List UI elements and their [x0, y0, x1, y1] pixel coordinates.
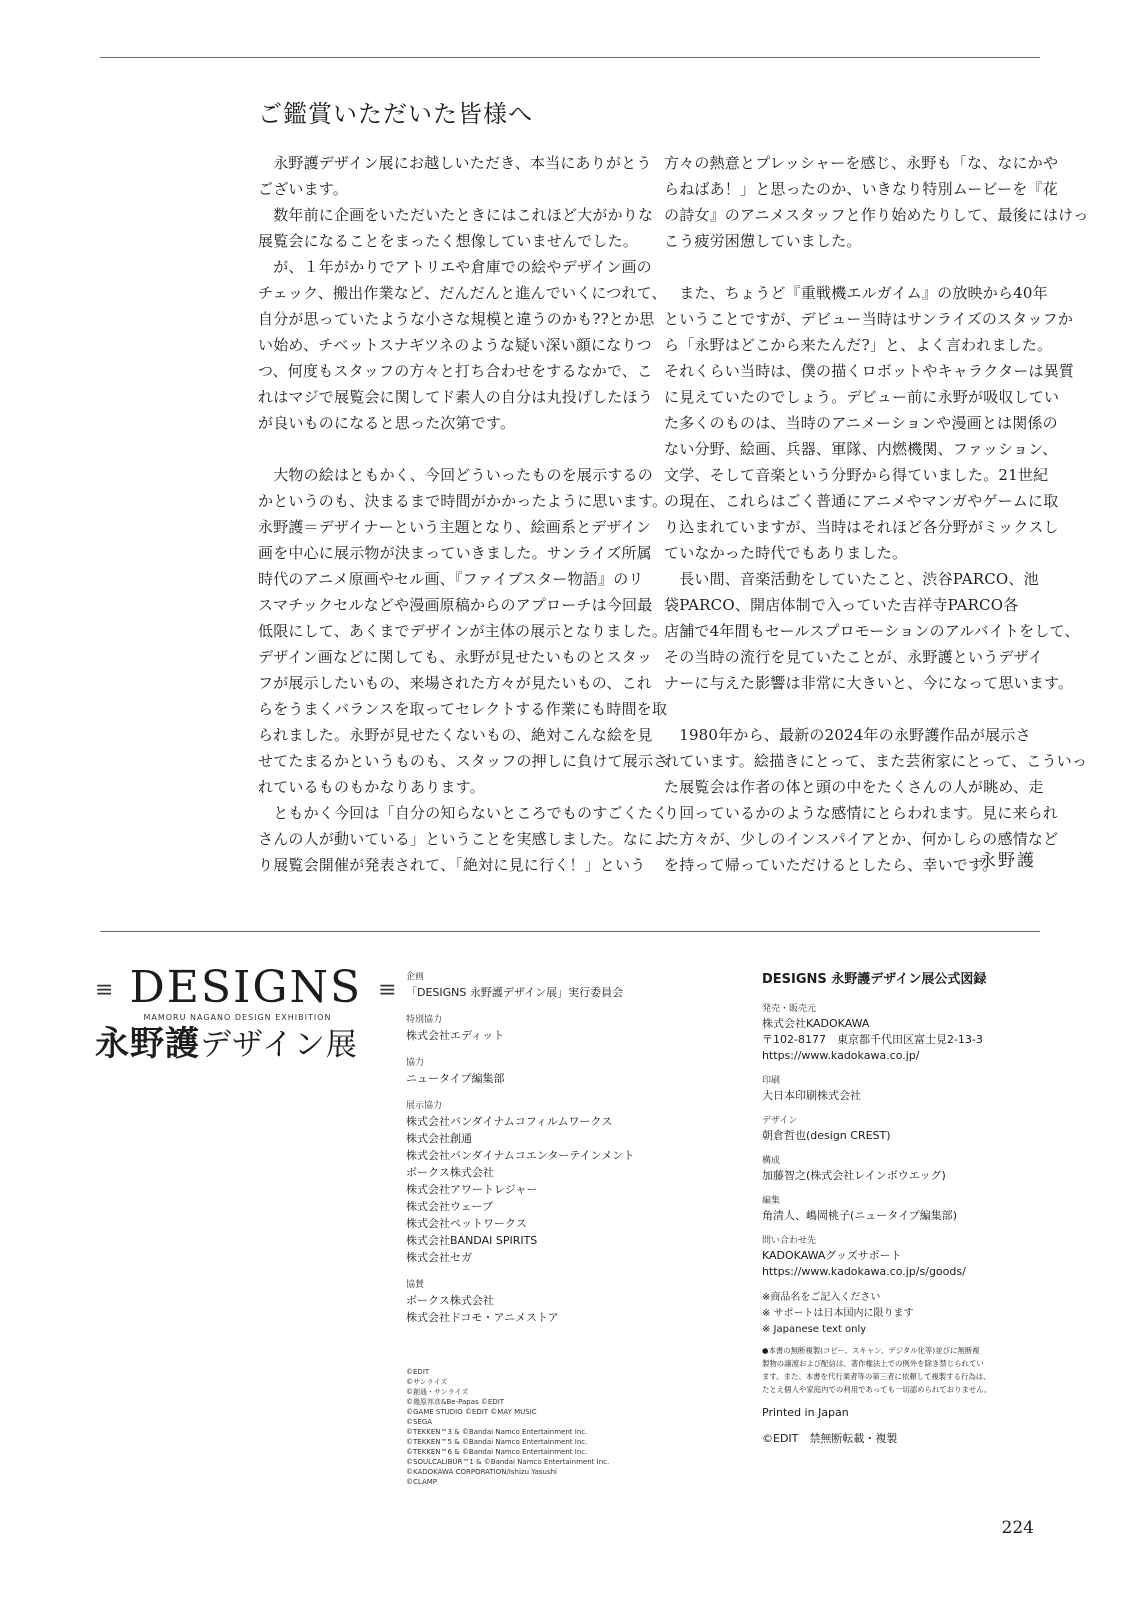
copyright-line: ©TEKKEN™5 & ©Bandai Namco Entertainment Inc. [406, 1438, 588, 1446]
copyright-line: ©創通・サンライズ [406, 1388, 469, 1396]
credit-group [406, 1056, 736, 1087]
letter-line: 方々の熱意とプレッシャーを感じ、永野も「な、なにかや [664, 154, 1059, 172]
copyright-line: ©SOULCALIBUR™1 & ©Bandai Namco Entertainment Inc. [406, 1458, 610, 1466]
letter-line: ナーに与えた影響は非常に大きいと、今になって思います。 [664, 674, 1074, 692]
letter-line: 自分が思っていたような小さな規模と違うのかも??とか思 [258, 310, 655, 328]
letter-line: ということですが、デビュー当時はサンライズのスタッフか [664, 310, 1074, 328]
credit-item: 株式会社ウェーブ [406, 1200, 494, 1213]
copyright-line: ©CLAMP [406, 1478, 437, 1486]
letter-line: た多くのものは、当時のアニメーションや漫画とは関係の [664, 414, 1058, 432]
copyright-line: ©TEKKEN™3 & ©Bandai Namco Entertainment Inc. [406, 1428, 588, 1436]
colophon [762, 970, 1062, 1448]
letter-column-right [664, 150, 1089, 878]
credit-item: 株式会社バンダイナムコエンターテインメント [406, 1149, 635, 1162]
letter-line: に見えていたのでしょう。デビュー前に永野が吸収してい [664, 388, 1060, 406]
letter-line: 永野護＝デザイナーという主題となり、絵画系とデザイン [258, 518, 652, 536]
copyright-line: ©幾原邦彦&Be-Papas ©EDIT [406, 1398, 505, 1406]
credit-item: 株式会社エディット [406, 1029, 505, 1042]
copyright-list [406, 1367, 736, 1487]
letter-line: い始め、チベットスナギツネのような疑い深い顔になりつ [258, 336, 652, 354]
logo-subtitle: MAMORU NAGANO DESIGN EXHIBITION [143, 1012, 332, 1022]
letter-line: た展覧会は作者の体と頭の中をたくさんの人が眺め、走 [664, 778, 1044, 796]
colophon-group [762, 1114, 1062, 1144]
copyright-line: ©TEKKEN™6 & ©Bandai Namco Entertainment Inc. [406, 1448, 588, 1456]
colophon-group [762, 1154, 1062, 1184]
letter-line: を持って帰っていただけるとしたら、幸いです。 [664, 856, 998, 874]
letter-title: ご鑑賞いただいた皆様へ [258, 100, 533, 128]
letter-line: その当時の流行を見ていたことが、永野護というデザイ [664, 648, 1043, 666]
colophon-item: 大日本印刷株式会社 [762, 1089, 861, 1102]
colophon-heading: 編集 [762, 1196, 781, 1206]
logo-japanese-title [95, 1024, 380, 1070]
credit-heading: 企画 [406, 972, 425, 982]
top-rule [100, 57, 1040, 58]
colophon-item: https://www.kadokawa.co.jp/s/goods/ [762, 1265, 966, 1278]
letter-line: それくらい当時は、僕の描くロボットやキャラクターは異質 [664, 362, 1075, 380]
warning-line: ます。また、本書を代行業者等の第三者に依頼して複製する行為は、 [762, 1372, 991, 1381]
credit-item: 株式会社創通 [406, 1132, 472, 1145]
colophon-group [762, 1002, 1062, 1064]
paragraph-break [664, 254, 1036, 280]
colophon-item: 角清人、嶋岡桃子(ニュータイプ編集部) [762, 1209, 958, 1222]
letter-line: つ、何度もスタッフの方々と打ち合わせをするなかで、こ [258, 362, 653, 380]
colophon-item: KADOKAWAグッズサポート [762, 1249, 902, 1262]
credit-group [406, 970, 736, 1001]
credits-block [406, 970, 736, 1338]
colophon-heading: 発売・販売元 [762, 1004, 817, 1014]
colophon-heading: 印刷 [762, 1076, 781, 1086]
letter-signature: 永野護 [979, 851, 1036, 871]
copyright-warning [762, 1344, 1062, 1396]
credit-item: 株式会社バンダイナムコフィルムワークス [406, 1115, 613, 1128]
credit-group [406, 1278, 736, 1326]
warning-line: ●本書の無断複製(コピー、スキャン、デジタル化等)並びに無断複 [762, 1346, 980, 1355]
logo-name-bold: 永野護 [95, 1023, 200, 1064]
colophon-group [762, 1194, 1062, 1224]
credit-heading: 特別協力 [406, 1015, 443, 1025]
letter-line: り回っているかのような感情にとらわれます。見に来られ [664, 804, 1059, 822]
warning-line: 製物の譲渡および配信は、著作権法上での例外を除き禁じられてい [762, 1359, 984, 1368]
colophon-note: ※ Japanese text only [762, 1324, 867, 1335]
logo-designs-text: DESIGNS [129, 962, 363, 1013]
divider-rule [100, 931, 1040, 932]
credit-item: ニュータイプ編集部 [406, 1072, 505, 1085]
letter-line: の現在、これらはごく普通にアニメやマンガやゲームに取 [664, 492, 1059, 510]
credit-heading: 展示協力 [406, 1101, 443, 1111]
letter-line: 長い間、音楽活動をしていたこと、渋谷PARCO、池 [664, 570, 1039, 588]
credit-item: 株式会社ペットワークス [406, 1217, 527, 1230]
logo-right-bars: ≡ [378, 977, 397, 1003]
credit-item: 「DESIGNS 永野護デザイン展」実行委員会 [406, 986, 624, 999]
letter-line: ていなかった時代でもありました。 [664, 544, 908, 562]
exhibition-logo [95, 962, 397, 1070]
colophon-item: 〒102-8177 東京都千代田区富士見2-13-3 [762, 1033, 983, 1046]
letter-line: 袋PARCO、開店体制で入っていた吉祥寺PARCO各 [664, 596, 1019, 614]
colophon-groups [762, 1002, 1062, 1280]
letter-line: ともかく今回は「自分の知らないところでものすごくたく [258, 804, 669, 822]
letter-line: 文学、そして音楽という分野から得ていました。21世紀 [664, 466, 1049, 484]
letter-line: ら「永野はどこから来たんだ?」と、よく言われました。 [664, 336, 1053, 354]
letter-line: 1980年から、最新の2024年の永野護作品が展示さ [664, 726, 1031, 744]
letter-line: 時代のアニメ原画やセル画、『ファイブスター物語』のリ [258, 570, 644, 588]
logo-left-bars: ≡ [95, 977, 114, 1003]
letter-line: られました。永野が見せたくないもの、絶対こんな絵を見 [258, 726, 653, 744]
colophon-heading: 構成 [762, 1156, 781, 1166]
letter-line: こう疲労困憊していました。 [664, 232, 862, 250]
credit-item: ボークス株式会社 [406, 1166, 494, 1179]
letter-line: らをうまくバランスを取ってセレクトする作業にも時間を取 [258, 700, 668, 718]
colophon-note: ※ サポートは日本国内に限ります [762, 1308, 914, 1319]
credit-item: 株式会社ドコモ・アニメストア [406, 1311, 559, 1324]
colophon-title: DESIGNS 永野護デザイン展公式図録 [762, 972, 987, 987]
letter-line: 店舗で4年間もセールスプロモーションのアルバイトをして、 [664, 622, 1080, 640]
letter-line: せてたまるかというものも、スタッフの押しに負けて展示さ [258, 752, 669, 770]
copyright-line: ©KADOKAWA CORPORATION/Ishizu Yasushi [406, 1468, 557, 1476]
copyright-line: ©GAME STUDIO ©EDIT ©MAY MUSIC [406, 1408, 537, 1416]
letter-line: 大物の絵はともかく、今回どういったものを展示するの [258, 466, 653, 484]
letter-line: スマチックセルなどや漫画原稿からのアプローチは今回最 [258, 596, 653, 614]
letter-line: らねばあ！」と思ったのか、いきなり特別ムービーを『花 [664, 180, 1058, 198]
letter-line: ない分野、絵画、兵器、軍隊、内燃機関、ファッション、 [664, 440, 1058, 458]
letter-line: が、１年がかりでアトリエや倉庫での絵やデザイン画の [258, 258, 652, 276]
letter-line: かというのも、決まるまで時間がかかったように思います。 [258, 492, 668, 510]
letter-line: れはマジで展覧会に関してド素人の自分は丸投げしたほう [258, 388, 653, 406]
letter-line: また、ちょうど『重戦機エルガイム』の放映から40年 [664, 284, 1048, 302]
colophon-item: 株式会社KADOKAWA [762, 1017, 870, 1030]
letter-line: が良いものになると思った次第です。 [258, 414, 516, 432]
colophon-notes [762, 1290, 1062, 1338]
logo-designs-wordmark [95, 962, 397, 1017]
paragraph-break [664, 696, 1036, 722]
credit-heading: 協賛 [406, 1280, 425, 1290]
credit-group [406, 1099, 736, 1266]
letter-line: 永野護デザイン展にお越しいただき、本当にありがとう [258, 154, 652, 172]
credit-item: 株式会社アワートレジャー [406, 1183, 538, 1196]
colophon-group [762, 1074, 1062, 1104]
edit-reproduction-notice: ©EDIT 禁無断転載・複製 [762, 1432, 898, 1445]
letter-line: り展覧会開催が発表されて、「絶対に見に行く！」という [258, 856, 646, 874]
letter-line: さんの人が動いている」ということを実感しました。なによ [258, 830, 669, 848]
copyright-line: ©サンライズ [406, 1378, 448, 1386]
paragraph-break [258, 436, 630, 462]
colophon-note: ※商品名をご記入ください [762, 1292, 881, 1303]
colophon-item: 加藤智之(株式会社レインボウエッグ) [762, 1169, 946, 1182]
credit-heading: 協力 [406, 1058, 425, 1068]
letter-line: 数年前に企画をいただいたときにはこれほど大がかりな [258, 206, 654, 224]
colophon-item: https://www.kadokawa.co.jp/ [762, 1049, 920, 1062]
letter-line: た方々が、少しのインスパイアとか、何かしらの感情など [664, 830, 1059, 848]
copyright-line: ©EDIT [406, 1368, 430, 1376]
letter-line: デザイン画などに関しても、永野が見せたいものとスタッ [258, 648, 653, 666]
colophon-item: 朝倉哲也(design CREST) [762, 1129, 891, 1142]
colophon-heading: デザイン [762, 1116, 798, 1126]
printed-in: Printed in Japan [762, 1406, 849, 1419]
letter-line: ございます。 [258, 180, 349, 198]
colophon-group [762, 1234, 1062, 1280]
page-number: 224 [1001, 1518, 1034, 1538]
letter-line: 低限にして、あくまでデザインが主体の展示となりました。 [258, 622, 668, 640]
letter-line: チェック、搬出作業など、だんだんと進んでいくにつれて、 [258, 284, 667, 302]
letter-line: 画を中心に展示物が決まっていきました。サンライズ所属 [258, 544, 652, 562]
letter-line: れています。絵描きにとって、また芸術家にとって、こういっ [664, 752, 1088, 770]
credit-item: 株式会社セガ [406, 1251, 472, 1264]
credit-group [406, 1013, 736, 1044]
copyright-line: ©SEGA [406, 1418, 433, 1426]
letter-column-left [258, 150, 669, 878]
letter-line: フが展示したいもの、来場された方々が見たいもの、これ [258, 674, 653, 692]
letter-line: 展覧会になることをまったく想像していませんでした。 [258, 232, 639, 250]
colophon-heading: 問い合わせ先 [762, 1236, 817, 1246]
letter-line: れているものもかなりあります。 [258, 778, 485, 796]
logo-exhibition-text: デザイン展 [200, 1026, 358, 1063]
credit-item: ボークス株式会社 [406, 1294, 494, 1307]
credit-item: 株式会社BANDAI SPIRITS [406, 1234, 538, 1247]
letter-line: の詩女』のアニメスタッフと作り始めたりして、最後にはけっ [664, 206, 1089, 224]
warning-line: たとえ個人や家庭内での利用であっても一切認められておりません。 [762, 1385, 992, 1394]
letter-line: り込まれていますが、当時はそれほど各分野がミックスし [664, 518, 1059, 536]
